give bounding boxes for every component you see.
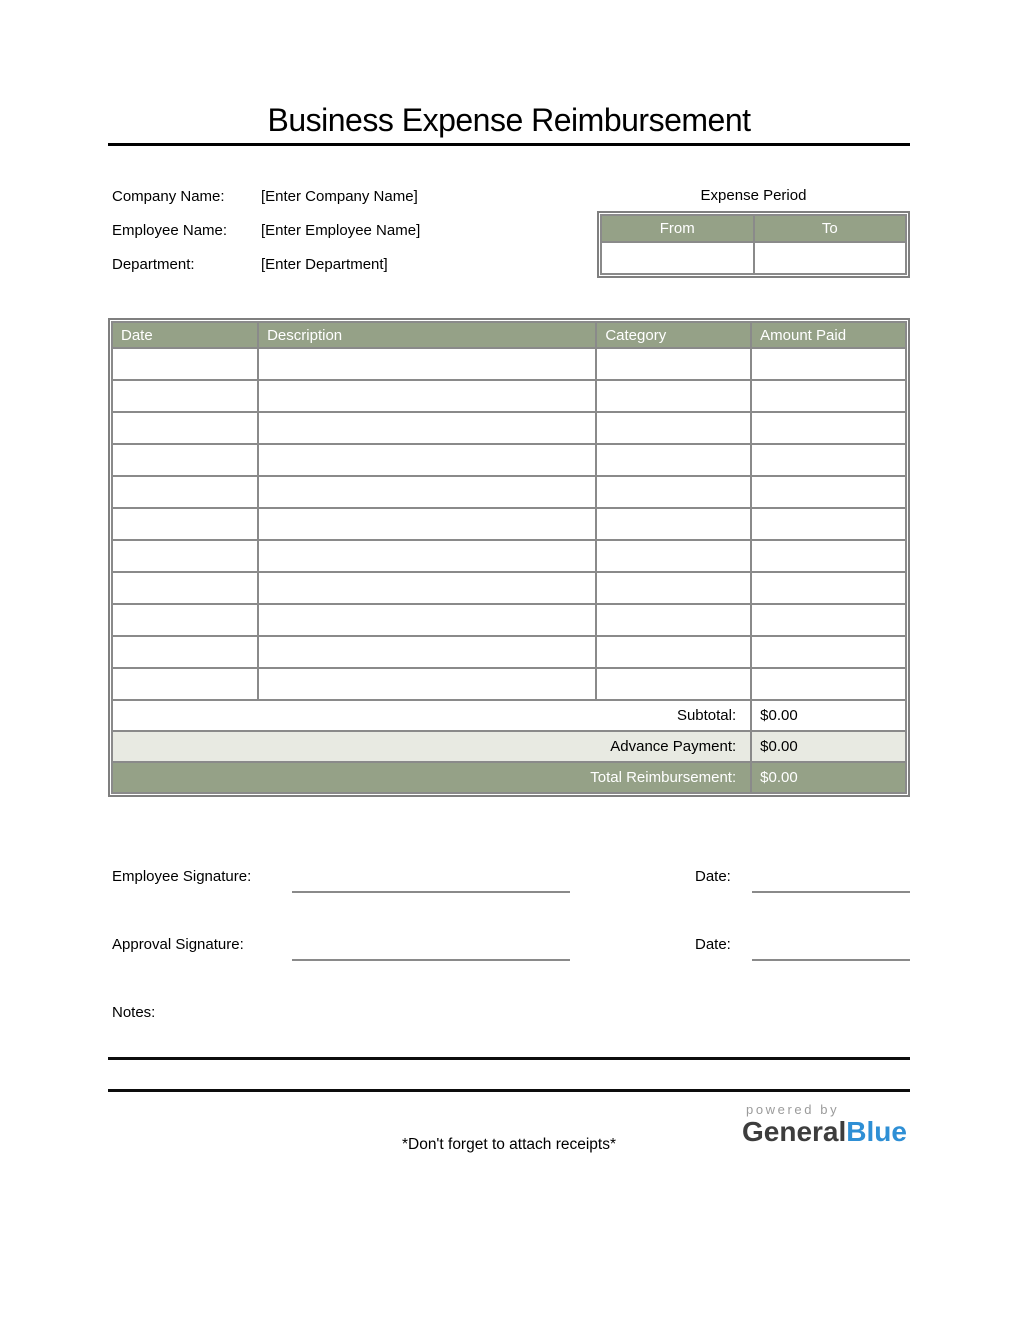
expense-table-frame (108, 318, 910, 797)
expense-table-cell[interactable] (596, 604, 751, 636)
expense-table-cell[interactable] (751, 540, 906, 572)
amount-paid-column-header: Amount Paid (751, 322, 906, 348)
expense-period-title: Expense Period (700, 187, 807, 204)
expense-table-cell[interactable] (596, 380, 751, 412)
approval-signature-section (108, 929, 910, 965)
department-label: Department: (112, 256, 195, 273)
expense-table-cell[interactable] (112, 508, 258, 540)
expense-table-row (112, 604, 906, 636)
content-area (108, 0, 910, 1320)
notes-label: Notes: (112, 1004, 156, 1021)
page-title: Business Expense Reimbursement (267, 102, 751, 138)
expense-table-row (112, 572, 906, 604)
employee-date-label: Date: (695, 868, 731, 885)
expense-period-header-row (601, 215, 906, 242)
brand-blue: Blue (846, 1116, 907, 1147)
employee-name-label: Employee Name: (112, 222, 228, 239)
expense-table-cell[interactable] (258, 476, 596, 508)
expense-period-from-header: From (601, 215, 754, 242)
employee-date-line[interactable] (752, 891, 910, 893)
expense-table-row (112, 348, 906, 380)
date-column-header: Date (112, 322, 258, 348)
expense-table-cell[interactable] (751, 604, 906, 636)
advance-payment-row (112, 731, 906, 762)
expense-table-cell[interactable] (596, 508, 751, 540)
subtotal-label: Subtotal: (112, 700, 751, 731)
expense-table-block (108, 318, 910, 797)
expense-period-table-frame (597, 211, 910, 278)
expense-table-cell[interactable] (596, 572, 751, 604)
expense-table-cell[interactable] (112, 572, 258, 604)
expense-table (111, 321, 907, 794)
expense-table-cell[interactable] (258, 412, 596, 444)
expense-table-cell[interactable] (258, 540, 596, 572)
expense-table-cell[interactable] (258, 572, 596, 604)
expense-table-cell[interactable] (751, 380, 906, 412)
expense-table-cell[interactable] (112, 444, 258, 476)
notes-line[interactable] (108, 1057, 910, 1060)
subtotal-value: $0.00 (751, 700, 906, 731)
expense-table-row (112, 380, 906, 412)
expense-table-cell[interactable] (751, 476, 906, 508)
expense-period-value-row (601, 242, 906, 274)
expense-table-cell[interactable] (751, 636, 906, 668)
company-info-block (112, 188, 592, 290)
company-name-value[interactable]: [Enter Company Name] (261, 188, 418, 205)
approval-signature-line[interactable] (292, 959, 570, 961)
expense-table-cell[interactable] (112, 348, 258, 380)
expense-table-cell[interactable] (596, 540, 751, 572)
expense-period-table (600, 214, 907, 275)
approval-signature-row (108, 929, 910, 965)
expense-table-cell[interactable] (751, 572, 906, 604)
category-column-header: Category (596, 322, 751, 348)
expense-table-row (112, 412, 906, 444)
advance-payment-label: Advance Payment: (112, 731, 751, 762)
department-value[interactable]: [Enter Department] (261, 256, 388, 273)
expense-table-cell[interactable] (112, 668, 258, 700)
expense-table-cell[interactable] (258, 508, 596, 540)
title-divider (108, 143, 910, 146)
powered-by-text: powered by (746, 1102, 840, 1117)
expense-table-row (112, 540, 906, 572)
expense-table-cell[interactable] (596, 636, 751, 668)
total-reimbursement-label: Total Reimbursement: (112, 762, 751, 793)
expense-period-to-header: To (754, 215, 907, 242)
expense-table-cell[interactable] (112, 604, 258, 636)
employee-signature-label: Employee Signature: (112, 868, 252, 885)
expense-table-cell[interactable] (258, 444, 596, 476)
employee-name-value[interactable]: [Enter Employee Name] (261, 222, 421, 239)
approval-date-line[interactable] (752, 959, 910, 961)
total-reimbursement-row (112, 762, 906, 793)
advance-payment-value[interactable]: $0.00 (751, 731, 906, 762)
expense-table-cell[interactable] (258, 636, 596, 668)
expense-table-cell[interactable] (751, 668, 906, 700)
description-column-header: Description (258, 322, 596, 348)
expense-table-cell[interactable] (596, 348, 751, 380)
brand-general: General (742, 1116, 847, 1147)
expense-table-cell[interactable] (596, 412, 751, 444)
expense-table-cell[interactable] (258, 668, 596, 700)
company-name-label: Company Name: (112, 188, 225, 205)
expense-table-cell[interactable] (751, 508, 906, 540)
general-blue-logo (742, 1117, 910, 1148)
expense-table-row (112, 444, 906, 476)
employee-signature-row (108, 861, 910, 897)
expense-table-row (112, 668, 906, 700)
powered-by-block (742, 1102, 910, 1148)
expense-table-cell[interactable] (258, 348, 596, 380)
employee-signature-line[interactable] (292, 891, 570, 893)
expense-table-cell[interactable] (258, 604, 596, 636)
expense-table-row (112, 636, 906, 668)
expense-period-to-cell[interactable] (754, 242, 907, 274)
employee-name-row (112, 222, 592, 256)
expense-table-cell[interactable] (258, 380, 596, 412)
expense-table-cell[interactable] (112, 476, 258, 508)
expense-table-cell[interactable] (596, 476, 751, 508)
approval-signature-label: Approval Signature: (112, 936, 244, 953)
expense-table-cell[interactable] (596, 668, 751, 700)
total-reimbursement-value: $0.00 (751, 762, 906, 793)
expense-table-cell[interactable] (751, 412, 906, 444)
expense-table-cell[interactable] (112, 380, 258, 412)
approval-date-label: Date: (695, 936, 731, 953)
expense-table-row (112, 508, 906, 540)
subtotal-row (112, 700, 906, 731)
employee-signature-section (108, 861, 910, 897)
expense-period-block (597, 187, 910, 278)
expense-table-cell[interactable] (112, 412, 258, 444)
expense-table-cell[interactable] (112, 540, 258, 572)
expense-table-row (112, 476, 906, 508)
expense-table-cell[interactable] (112, 636, 258, 668)
expense-table-cell[interactable] (751, 444, 906, 476)
notes-line[interactable] (108, 1089, 910, 1092)
expense-table-header-row (112, 322, 906, 348)
attach-receipts-reminder: *Don't forget to attach receipts* (401, 1136, 617, 1153)
expense-period-from-cell[interactable] (601, 242, 754, 274)
company-name-row (112, 188, 592, 222)
expense-table-cell[interactable] (596, 444, 751, 476)
department-row (112, 256, 592, 290)
expense-table-cell[interactable] (751, 348, 906, 380)
